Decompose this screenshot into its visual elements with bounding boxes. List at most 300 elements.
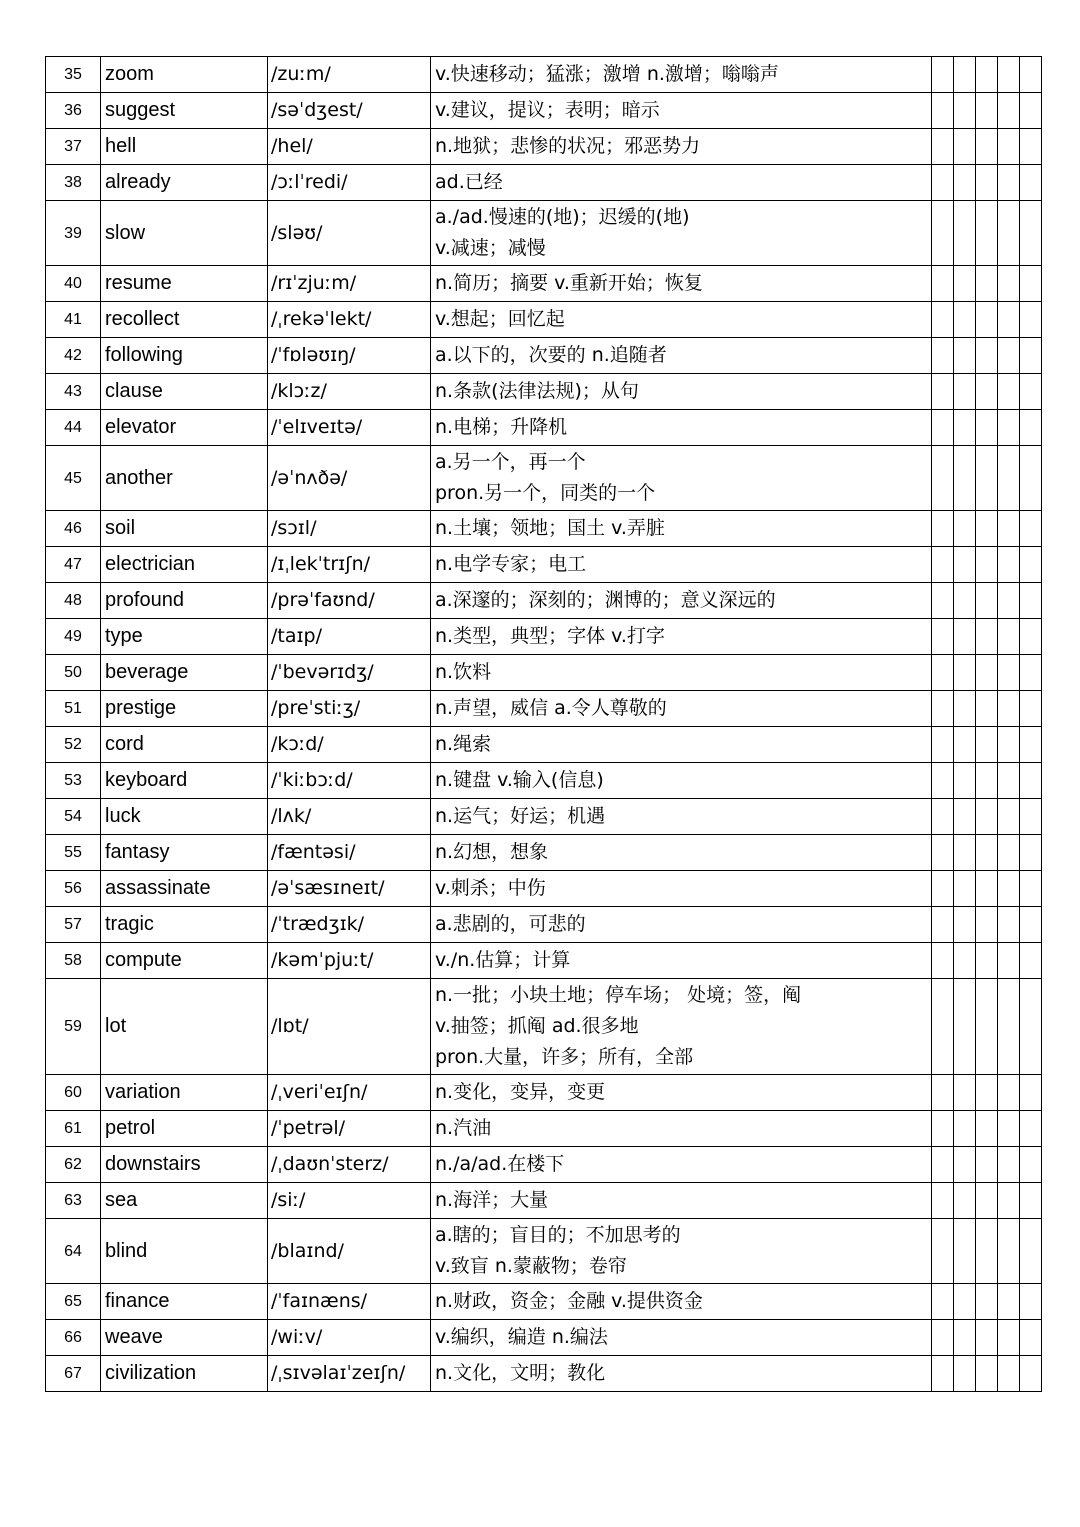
review-checkbox-cell	[954, 691, 976, 727]
table-row	[46, 1183, 1042, 1219]
table-row	[46, 655, 1042, 691]
entry-meaning	[431, 410, 932, 446]
review-checkbox-cell	[976, 1183, 998, 1219]
review-checkbox-cell	[954, 1075, 976, 1111]
review-checkbox-cell	[1020, 266, 1042, 302]
review-checkbox-cell	[1020, 979, 1042, 1075]
entry-meaning	[431, 302, 932, 338]
review-checkbox-cell	[954, 547, 976, 583]
review-checkbox-cell	[954, 511, 976, 547]
review-checkbox-cell	[954, 1356, 976, 1392]
entry-word: variation	[101, 1075, 268, 1111]
entry-phonetic: /siː/	[268, 1183, 431, 1219]
review-checkbox-cell	[954, 619, 976, 655]
entry-phonetic: /ˈfaɪnæns/	[268, 1284, 431, 1320]
review-checkbox-cell	[976, 1219, 998, 1284]
review-checkbox-cell	[998, 691, 1020, 727]
review-checkbox-cell	[932, 583, 954, 619]
meaning-line: n.电梯；升降机	[435, 416, 568, 438]
table-row	[46, 547, 1042, 583]
review-checkbox-cell	[954, 1284, 976, 1320]
entry-meaning	[431, 871, 932, 907]
entry-meaning	[431, 727, 932, 763]
review-checkbox-cell	[976, 871, 998, 907]
review-checkbox-cell	[976, 619, 998, 655]
review-checkbox-cell	[976, 446, 998, 511]
review-checkbox-cell	[954, 165, 976, 201]
meaning-line: a.另一个，再一个	[435, 451, 586, 473]
review-checkbox-cell	[954, 907, 976, 943]
entry-word: blind	[101, 1219, 268, 1284]
entry-meaning	[431, 57, 932, 93]
review-checkbox-cell	[954, 201, 976, 266]
meaning-line: n.土壤；领地；国土 v.弄脏	[435, 517, 665, 539]
review-checkbox-cell	[932, 907, 954, 943]
entry-meaning	[431, 1183, 932, 1219]
entry-word: resume	[101, 266, 268, 302]
review-checkbox-cell	[932, 1356, 954, 1392]
entry-phonetic: /əˈsæsɪneɪt/	[268, 871, 431, 907]
entry-number: 51	[46, 691, 101, 727]
review-checkbox-cell	[976, 302, 998, 338]
review-checkbox-cell	[932, 691, 954, 727]
review-checkbox-cell	[998, 57, 1020, 93]
entry-meaning	[431, 511, 932, 547]
meaning-line: n.变化，变异，变更	[435, 1081, 606, 1103]
table-row	[46, 201, 1042, 266]
entry-number: 62	[46, 1147, 101, 1183]
review-checkbox-cell	[954, 1320, 976, 1356]
review-checkbox-cell	[998, 446, 1020, 511]
entry-number: 37	[46, 129, 101, 165]
entry-number: 55	[46, 835, 101, 871]
entry-meaning	[431, 1320, 932, 1356]
review-checkbox-cell	[998, 1219, 1020, 1284]
entry-word: assassinate	[101, 871, 268, 907]
entry-number: 48	[46, 583, 101, 619]
entry-phonetic: /rɪˈzjuːm/	[268, 266, 431, 302]
review-checkbox-cell	[932, 871, 954, 907]
meaning-line: v.减速；减慢	[435, 237, 546, 259]
entry-word: soil	[101, 511, 268, 547]
entry-phonetic: /ɪˌlekˈtrɪʃn/	[268, 547, 431, 583]
review-checkbox-cell	[932, 93, 954, 129]
table-row	[46, 129, 1042, 165]
review-checkbox-cell	[976, 763, 998, 799]
meaning-line: n.声望，威信 a.令人尊敬的	[435, 697, 667, 719]
entry-number: 64	[46, 1219, 101, 1284]
entry-word: another	[101, 446, 268, 511]
meaning-line: a.深邃的；深刻的；渊博的；意义深远的	[435, 589, 776, 611]
table-row	[46, 871, 1042, 907]
entry-meaning	[431, 446, 932, 511]
review-checkbox-cell	[998, 1111, 1020, 1147]
entry-meaning	[431, 129, 932, 165]
review-checkbox-cell	[954, 410, 976, 446]
entry-number: 50	[46, 655, 101, 691]
vocabulary-table-body	[46, 57, 1042, 1392]
review-checkbox-cell	[1020, 1183, 1042, 1219]
review-checkbox-cell	[932, 338, 954, 374]
review-checkbox-cell	[998, 338, 1020, 374]
table-row	[46, 302, 1042, 338]
entry-number: 54	[46, 799, 101, 835]
review-checkbox-cell	[932, 1147, 954, 1183]
table-row	[46, 1219, 1042, 1284]
review-checkbox-cell	[932, 943, 954, 979]
review-checkbox-cell	[976, 374, 998, 410]
entry-meaning	[431, 201, 932, 266]
entry-phonetic: /kəmˈpjuːt/	[268, 943, 431, 979]
entry-word: compute	[101, 943, 268, 979]
review-checkbox-cell	[1020, 583, 1042, 619]
review-checkbox-cell	[998, 727, 1020, 763]
entry-meaning	[431, 799, 932, 835]
meaning-line: n.一批；小块土地；停车场； 处境；签，阄	[435, 984, 802, 1006]
review-checkbox-cell	[954, 1111, 976, 1147]
review-checkbox-cell	[976, 129, 998, 165]
entry-phonetic: /taɪp/	[268, 619, 431, 655]
table-row	[46, 1356, 1042, 1392]
entry-word: beverage	[101, 655, 268, 691]
entry-number: 66	[46, 1320, 101, 1356]
entry-word: zoom	[101, 57, 268, 93]
meaning-line: n.键盘 v.输入(信息)	[435, 769, 604, 791]
review-checkbox-cell	[954, 835, 976, 871]
review-checkbox-cell	[954, 583, 976, 619]
review-checkbox-cell	[932, 1284, 954, 1320]
entry-word: slow	[101, 201, 268, 266]
entry-word: electrician	[101, 547, 268, 583]
entry-meaning	[431, 943, 932, 979]
review-checkbox-cell	[998, 547, 1020, 583]
entry-meaning	[431, 691, 932, 727]
review-checkbox-cell	[976, 165, 998, 201]
review-checkbox-cell	[1020, 799, 1042, 835]
review-checkbox-cell	[954, 799, 976, 835]
review-checkbox-cell	[998, 655, 1020, 691]
entry-phonetic: /ˈelɪveɪtə/	[268, 410, 431, 446]
review-checkbox-cell	[976, 1320, 998, 1356]
review-checkbox-cell	[1020, 1356, 1042, 1392]
entry-meaning	[431, 1219, 932, 1284]
review-checkbox-cell	[998, 1183, 1020, 1219]
meaning-line: n./a/ad.在楼下	[435, 1153, 565, 1175]
review-checkbox-cell	[954, 763, 976, 799]
entry-phonetic: /ˈpetrəl/	[268, 1111, 431, 1147]
review-checkbox-cell	[976, 691, 998, 727]
review-checkbox-cell	[1020, 1075, 1042, 1111]
review-checkbox-cell	[1020, 1111, 1042, 1147]
review-checkbox-cell	[976, 57, 998, 93]
entry-meaning	[431, 1356, 932, 1392]
entry-phonetic: /ˌdaʊnˈsterz/	[268, 1147, 431, 1183]
review-checkbox-cell	[976, 1111, 998, 1147]
entry-phonetic: /ˈbevərɪdʒ/	[268, 655, 431, 691]
entry-phonetic: /prəˈfaʊnd/	[268, 583, 431, 619]
review-checkbox-cell	[932, 835, 954, 871]
review-checkbox-cell	[976, 201, 998, 266]
review-checkbox-cell	[1020, 446, 1042, 511]
table-row	[46, 619, 1042, 655]
entry-phonetic: /ˌsɪvəlaɪˈzeɪʃn/	[268, 1356, 431, 1392]
review-checkbox-cell	[1020, 907, 1042, 943]
entry-word: keyboard	[101, 763, 268, 799]
meaning-line: n.电学专家；电工	[435, 553, 587, 575]
entry-number: 57	[46, 907, 101, 943]
entry-meaning	[431, 165, 932, 201]
entry-phonetic: /klɔːz/	[268, 374, 431, 410]
table-row	[46, 799, 1042, 835]
table-row	[46, 266, 1042, 302]
review-checkbox-cell	[976, 943, 998, 979]
review-checkbox-cell	[976, 907, 998, 943]
meaning-line: n.绳索	[435, 733, 492, 755]
entry-number: 41	[46, 302, 101, 338]
meaning-line: n.运气；好运；机遇	[435, 805, 606, 827]
entry-word: luck	[101, 799, 268, 835]
review-checkbox-cell	[998, 979, 1020, 1075]
table-row	[46, 979, 1042, 1075]
review-checkbox-cell	[932, 266, 954, 302]
meaning-line: n.地狱；悲惨的状况；邪恶势力	[435, 135, 701, 157]
meaning-line: a.瞎的；盲目的；不加思考的	[435, 1224, 681, 1246]
entry-phonetic: /preˈstiːʒ/	[268, 691, 431, 727]
review-checkbox-cell	[954, 1147, 976, 1183]
entry-phonetic: /ˌveriˈeɪʃn/	[268, 1075, 431, 1111]
review-checkbox-cell	[976, 583, 998, 619]
meaning-line: pron.大量，许多；所有，全部	[435, 1046, 694, 1068]
meaning-line: v.建议，提议；表明；暗示	[435, 99, 660, 121]
review-checkbox-cell	[954, 338, 976, 374]
table-row	[46, 835, 1042, 871]
review-checkbox-cell	[1020, 302, 1042, 338]
review-checkbox-cell	[998, 799, 1020, 835]
review-checkbox-cell	[1020, 338, 1042, 374]
review-checkbox-cell	[954, 979, 976, 1075]
review-checkbox-cell	[998, 266, 1020, 302]
review-checkbox-cell	[976, 979, 998, 1075]
entry-meaning	[431, 655, 932, 691]
meaning-line: n.幻想，想象	[435, 841, 549, 863]
meaning-line: a.以下的，次要的 n.追随者	[435, 344, 667, 366]
review-checkbox-cell	[1020, 1147, 1042, 1183]
entry-word: sea	[101, 1183, 268, 1219]
review-checkbox-cell	[932, 1111, 954, 1147]
review-checkbox-cell	[998, 619, 1020, 655]
table-row	[46, 410, 1042, 446]
review-checkbox-cell	[998, 763, 1020, 799]
table-row	[46, 57, 1042, 93]
entry-number: 67	[46, 1356, 101, 1392]
table-row	[46, 1111, 1042, 1147]
entry-number: 58	[46, 943, 101, 979]
meaning-line: v.刺杀；中伤	[435, 877, 546, 899]
review-checkbox-cell	[998, 1147, 1020, 1183]
review-checkbox-cell	[1020, 165, 1042, 201]
entry-number: 65	[46, 1284, 101, 1320]
review-checkbox-cell	[1020, 1320, 1042, 1356]
entry-word: tragic	[101, 907, 268, 943]
meaning-line: v.编织，编造 n.编法	[435, 1326, 608, 1348]
entry-word: civilization	[101, 1356, 268, 1392]
review-checkbox-cell	[998, 201, 1020, 266]
entry-word: lot	[101, 979, 268, 1075]
review-checkbox-cell	[976, 338, 998, 374]
table-row	[46, 374, 1042, 410]
entry-phonetic: /blaɪnd/	[268, 1219, 431, 1284]
review-checkbox-cell	[954, 266, 976, 302]
review-checkbox-cell	[998, 943, 1020, 979]
entry-number: 59	[46, 979, 101, 1075]
review-checkbox-cell	[954, 943, 976, 979]
review-checkbox-cell	[976, 835, 998, 871]
entry-meaning	[431, 619, 932, 655]
review-checkbox-cell	[1020, 1284, 1042, 1320]
table-row	[46, 763, 1042, 799]
review-checkbox-cell	[998, 93, 1020, 129]
review-checkbox-cell	[976, 1284, 998, 1320]
table-row	[46, 511, 1042, 547]
entry-number: 45	[46, 446, 101, 511]
review-checkbox-cell	[976, 655, 998, 691]
entry-meaning	[431, 835, 932, 871]
review-checkbox-cell	[998, 410, 1020, 446]
entry-number: 49	[46, 619, 101, 655]
entry-meaning	[431, 93, 932, 129]
review-checkbox-cell	[954, 1183, 976, 1219]
review-checkbox-cell	[954, 871, 976, 907]
entry-word: cord	[101, 727, 268, 763]
meaning-line: a./ad.慢速的(地)；迟缓的(地)	[435, 206, 690, 228]
entry-meaning	[431, 547, 932, 583]
entry-number: 40	[46, 266, 101, 302]
review-checkbox-cell	[932, 165, 954, 201]
review-checkbox-cell	[932, 727, 954, 763]
entry-word: recollect	[101, 302, 268, 338]
review-checkbox-cell	[998, 1075, 1020, 1111]
entry-word: petrol	[101, 1111, 268, 1147]
review-checkbox-cell	[1020, 763, 1042, 799]
review-checkbox-cell	[932, 1320, 954, 1356]
review-checkbox-cell	[976, 1075, 998, 1111]
table-row	[46, 446, 1042, 511]
review-checkbox-cell	[976, 93, 998, 129]
review-checkbox-cell	[998, 871, 1020, 907]
review-checkbox-cell	[1020, 57, 1042, 93]
entry-number: 42	[46, 338, 101, 374]
entry-number: 47	[46, 547, 101, 583]
meaning-line: n.简历；摘要 v.重新开始；恢复	[435, 272, 703, 294]
review-checkbox-cell	[998, 1284, 1020, 1320]
entry-phonetic: /əˈnʌðə/	[268, 446, 431, 511]
review-checkbox-cell	[998, 907, 1020, 943]
review-checkbox-cell	[932, 446, 954, 511]
review-checkbox-cell	[976, 547, 998, 583]
review-checkbox-cell	[976, 511, 998, 547]
table-row	[46, 1284, 1042, 1320]
entry-number: 46	[46, 511, 101, 547]
entry-number: 39	[46, 201, 101, 266]
entry-number: 38	[46, 165, 101, 201]
review-checkbox-cell	[976, 1356, 998, 1392]
review-checkbox-cell	[998, 835, 1020, 871]
entry-number: 52	[46, 727, 101, 763]
entry-phonetic: /ɔːlˈredi/	[268, 165, 431, 201]
table-row	[46, 338, 1042, 374]
entry-number: 60	[46, 1075, 101, 1111]
review-checkbox-cell	[1020, 727, 1042, 763]
entry-word: type	[101, 619, 268, 655]
review-checkbox-cell	[998, 1320, 1020, 1356]
review-checkbox-cell	[998, 165, 1020, 201]
meaning-line: ad.已经	[435, 171, 503, 193]
entry-phonetic: /kɔːd/	[268, 727, 431, 763]
review-checkbox-cell	[1020, 129, 1042, 165]
table-row	[46, 727, 1042, 763]
review-checkbox-cell	[998, 511, 1020, 547]
review-checkbox-cell	[932, 1075, 954, 1111]
review-checkbox-cell	[932, 410, 954, 446]
review-checkbox-cell	[1020, 835, 1042, 871]
table-row	[46, 1147, 1042, 1183]
review-checkbox-cell	[932, 129, 954, 165]
review-checkbox-cell	[1020, 374, 1042, 410]
meaning-line: n.饮料	[435, 661, 492, 683]
review-checkbox-cell	[932, 57, 954, 93]
meaning-line: a.悲剧的，可悲的	[435, 913, 586, 935]
entry-word: hell	[101, 129, 268, 165]
review-checkbox-cell	[954, 446, 976, 511]
entry-number: 61	[46, 1111, 101, 1147]
review-checkbox-cell	[976, 410, 998, 446]
entry-phonetic: /fæntəsi/	[268, 835, 431, 871]
meaning-line: v./n.估算；计算	[435, 949, 571, 971]
meaning-line: v.抽签；抓阄 ad.很多地	[435, 1015, 639, 1037]
review-checkbox-cell	[954, 727, 976, 763]
review-checkbox-cell	[954, 93, 976, 129]
entry-word: clause	[101, 374, 268, 410]
entry-meaning	[431, 763, 932, 799]
table-row	[46, 943, 1042, 979]
entry-phonetic: /wiːv/	[268, 1320, 431, 1356]
review-checkbox-cell	[954, 1219, 976, 1284]
review-checkbox-cell	[932, 619, 954, 655]
review-checkbox-cell	[998, 374, 1020, 410]
review-checkbox-cell	[976, 799, 998, 835]
meaning-line: pron.另一个，同类的一个	[435, 482, 656, 504]
review-checkbox-cell	[932, 1183, 954, 1219]
review-checkbox-cell	[932, 302, 954, 338]
review-checkbox-cell	[976, 727, 998, 763]
entry-meaning	[431, 583, 932, 619]
review-checkbox-cell	[1020, 93, 1042, 129]
entry-meaning	[431, 907, 932, 943]
entry-meaning	[431, 266, 932, 302]
meaning-line: n.文化，文明；教化	[435, 1362, 606, 1384]
entry-phonetic: /ˈfɒləʊɪŋ/	[268, 338, 431, 374]
meaning-line: v.想起；回忆起	[435, 308, 565, 330]
review-checkbox-cell	[932, 547, 954, 583]
entry-meaning	[431, 374, 932, 410]
review-checkbox-cell	[1020, 410, 1042, 446]
entry-word: suggest	[101, 93, 268, 129]
review-checkbox-cell	[954, 374, 976, 410]
entry-meaning	[431, 1111, 932, 1147]
review-checkbox-cell	[998, 583, 1020, 619]
review-checkbox-cell	[1020, 691, 1042, 727]
table-row	[46, 583, 1042, 619]
